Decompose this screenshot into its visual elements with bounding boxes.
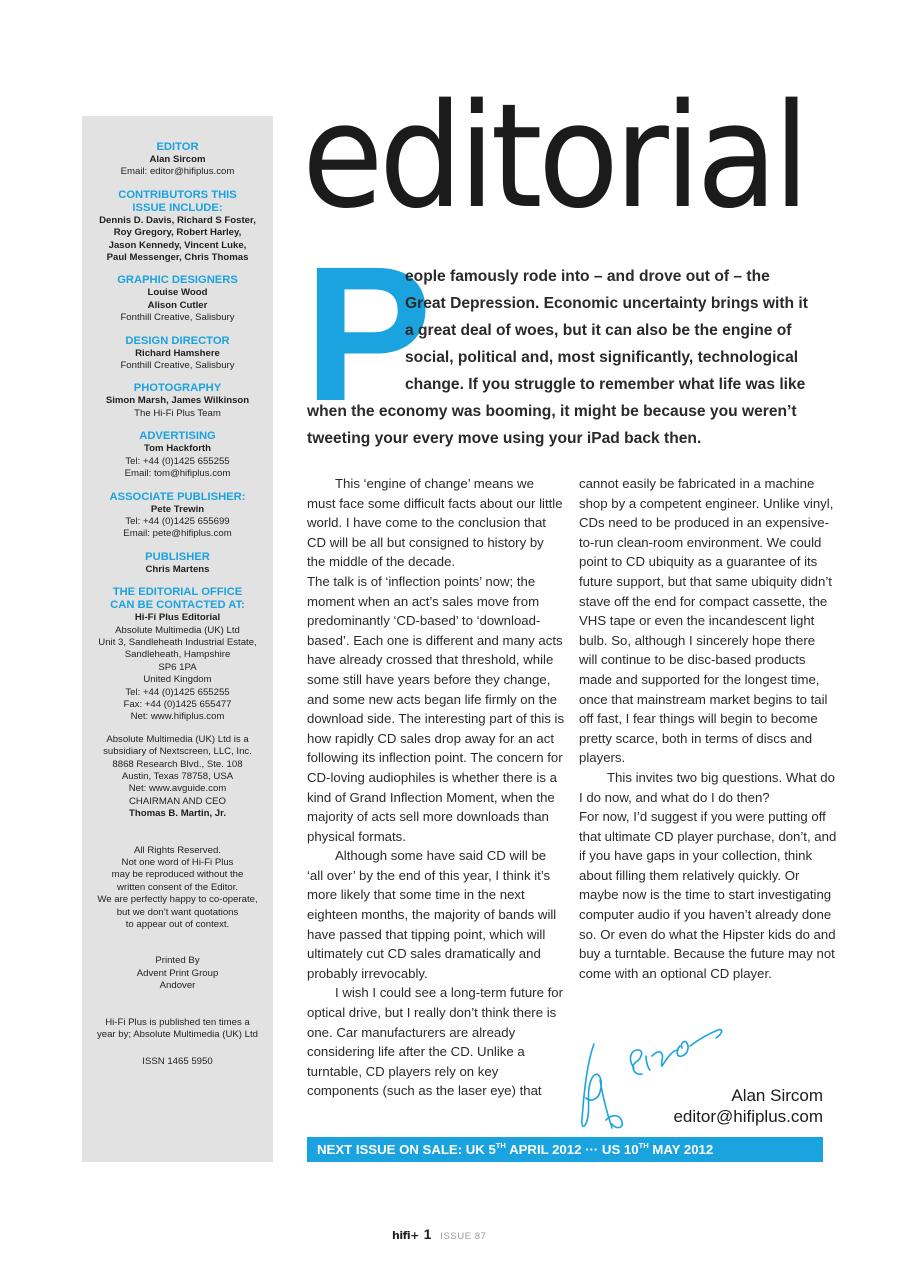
chairman-title: CHAIRMAN AND CEO — [128, 795, 226, 807]
issn-number: ISSN 1465 5950 — [142, 1055, 213, 1067]
advertising-email: Email: tom@hifiplus.com — [124, 468, 231, 480]
contributor-line: Jason Kennedy, Vincent Luke, — [108, 239, 247, 251]
next-issue-banner — [307, 1137, 823, 1162]
office-address-line: Unit 3, Sandleheath Industrial Estate, — [98, 636, 257, 648]
author-name: Alan Sircom — [731, 1086, 823, 1105]
masthead-editorial-office — [82, 586, 273, 724]
printer-line: Printed By — [155, 955, 200, 967]
signature-block — [673, 1085, 823, 1127]
masthead-design-director — [82, 335, 273, 373]
page-title: editorial — [302, 72, 806, 240]
next-issue-prefix: NEXT ISSUE ON SALE: UK 5 — [317, 1142, 496, 1157]
body-paragraph: This invites two big questions. What do I do now, and what do I do then? — [579, 769, 835, 805]
body-paragraph: I wish I could see a long-term future for optical drive, but I really don’t think there is one. Car manufacturers are already considering life after the CD. Unlike a turntable, CD players rely on key components (such as the laser eye) that — [307, 985, 563, 1099]
contributors-heading-line: ISSUE INCLUDE: — [132, 201, 223, 214]
rights-line: to appear out of context. — [125, 919, 230, 931]
rights-line: may be reproduced without the — [111, 869, 244, 881]
contributors-heading-line: CONTRIBUTORS THIS — [118, 188, 237, 201]
office-address-line: Absolute Multimedia (UK) Ltd — [115, 624, 240, 636]
editorial-office-heading-line: THE EDITORIAL OFFICE — [112, 586, 243, 599]
intro-line: when the economy was booming, it might be because you weren’t — [307, 403, 797, 420]
masthead-contributors — [82, 189, 273, 265]
designer-name: Louise Wood — [147, 287, 208, 299]
rights-line: We are perfectly happy to co-operate, — [97, 894, 258, 906]
intro-line: social, political and, most significantly, technological — [405, 349, 799, 366]
frequency-line: Hi-Fi Plus is published ten times a — [105, 1016, 250, 1028]
intro-line: eople famously rode into – and drove out of – the — [405, 268, 770, 285]
parent-company-line: Net: www.avguide.com — [128, 783, 227, 795]
parent-company-line: 8868 Research Blvd., Ste. 108 — [112, 758, 243, 770]
designer-name: Alison Cutler — [147, 299, 208, 311]
masthead-editor — [82, 141, 273, 179]
masthead-publication-frequency — [82, 1017, 273, 1042]
contributors-heading — [82, 189, 273, 215]
graphic-designers-heading: GRAPHIC DESIGNERS — [117, 274, 238, 287]
office-address-line: SP6 1PA — [158, 661, 197, 673]
editor-name: Alan Sircom — [149, 154, 206, 165]
ordinal-suffix: TH — [638, 1141, 649, 1150]
photographer-names: Simon Marsh, James Wilkinson — [105, 395, 250, 407]
page-number: 1 — [423, 1226, 432, 1242]
masthead-associate-publisher — [82, 491, 273, 541]
masthead-publisher — [82, 551, 273, 576]
parent-company-line: Austin, Texas 78758, USA — [121, 771, 234, 782]
office-tel: Tel: +44 (0)1425 655255 — [125, 686, 230, 698]
masthead-rights — [82, 845, 273, 932]
body-column-left — [307, 474, 565, 1101]
office-address-line: Sandleheath, Hampshire — [124, 649, 231, 661]
masthead-advertising — [82, 430, 273, 480]
body-paragraph: This ‘engine of change’ means we must face some difficult facts about our little world. I have come to the conclusion that CD will be all but consigned to history by the middle of the decade. — [307, 476, 563, 570]
body-paragraph: For now, I’d suggest if you were putting off that ultimate CD player purchase, don’t, and if you have gaps in your collection, think about filling them relatively quickly. Or maybe now is the time to start investigating computer audio if you haven’t already done so. Or even do what the Hipster kids do and buy a turntable. Because the future may not come with an optional CD player. — [579, 809, 837, 981]
intro-drop-cap: P — [304, 226, 433, 441]
masthead-issn — [82, 1056, 273, 1068]
designer-company: Fonthill Creative, Salisbury — [120, 312, 235, 324]
editor-heading: EDITOR — [156, 141, 199, 153]
editorial-office-name: Hi-Fi Plus Editorial — [134, 612, 221, 624]
ordinal-suffix: TH — [495, 1141, 506, 1150]
body-column-right — [579, 474, 837, 983]
editorial-office-heading — [82, 586, 273, 612]
chairman-name: Thomas B. Martin, Jr. — [128, 808, 227, 820]
office-fax: Fax: +44 (0)1425 655477 — [123, 698, 232, 710]
next-issue-suffix: MAY 2012 — [648, 1142, 714, 1157]
editorial-office-heading-line: CAN BE CONTACTED AT: — [110, 599, 245, 612]
intro-standfirst — [307, 263, 827, 452]
masthead-sidebar — [82, 116, 273, 1162]
design-director-company: Fonthill Creative, Salisbury — [120, 360, 235, 372]
contributor-line: Paul Messenger, Chris Thomas — [106, 252, 249, 264]
contributor-line: Dennis D. Davis, Richard S Foster, — [99, 214, 256, 226]
design-director-heading: DESIGN DIRECTOR — [125, 334, 230, 347]
issue-label: ISSUE 87 — [440, 1231, 487, 1242]
body-paragraph: Although some have said CD will be ‘all over’ by the end of this year, I think it’s more likely that some time in the next eighteen months, the majority of bands will have passed that tipping point, which will ultimately cut CD sales dramatically and probably irrevocably. — [307, 848, 557, 981]
advertising-tel: Tel: +44 (0)1425 655255 — [125, 455, 230, 467]
masthead-photography — [82, 382, 273, 420]
advertising-heading: ADVERTISING — [139, 430, 216, 443]
associate-publisher-tel: Tel: +44 (0)1425 655699 — [125, 515, 230, 527]
masthead-graphic-designers — [82, 274, 273, 324]
intro-line: Great Depression. Economic uncertainty brings with it — [405, 295, 808, 312]
associate-publisher-name: Pete Trewin — [150, 503, 205, 515]
printer-line: Advent Print Group — [136, 967, 219, 979]
design-director-name: Richard Hamshere — [135, 347, 220, 359]
masthead-printer — [82, 955, 273, 992]
body-paragraph: cannot easily be fabricated in a machine shop by a competent engineer. Unlike vinyl, CDs need to be produced in an expensive-to-run clean-room environment. We could point to CD ubiquity as a guarantee of its future support, but that same ubiquity didn’t stave off the end for compact cassette, the VHS tape or even the incandescent light bulb. So, although I sincerely hope there will continue to be disc-based products made and supported for the longest time, once that mainstream market begins to tail off fast, I fear things will begin to become pretty scarce, both in terms of discs and players. — [579, 476, 834, 766]
intro-line: a great deal of woes, but it can also be the engine of — [405, 322, 792, 339]
photography-team: The Hi-Fi Plus Team — [134, 407, 221, 419]
intro-line: tweeting your every move using your iPad back then. — [307, 430, 702, 447]
office-address-line: United Kingdom — [143, 674, 212, 686]
rights-line: Not one word of Hi-Fi Plus — [121, 857, 234, 869]
associate-publisher-heading: ASSOCIATE PUBLISHER: — [109, 490, 246, 503]
next-issue-mid: APRIL 2012 ··· US 10 — [505, 1142, 639, 1157]
associate-publisher-email: Email: pete@hifiplus.com — [123, 528, 232, 540]
parent-company-line: subsidiary of Nextscreen, LLC, Inc. — [103, 746, 252, 758]
advertising-name: Tom Hackforth — [144, 443, 211, 455]
author-email[interactable]: editor@hifiplus.com — [673, 1107, 823, 1126]
office-net: Net: www.hifiplus.com — [130, 711, 225, 723]
rights-line: written consent of the Editor. — [116, 881, 239, 893]
editor-email: Email: editor@hifiplus.com — [120, 166, 235, 178]
rights-line: but we don’t want quotations — [116, 906, 239, 918]
publisher-heading: PUBLISHER — [145, 550, 210, 563]
photography-heading: PHOTOGRAPHY — [133, 382, 222, 395]
hifi-plus-logo: hifi+ — [392, 1229, 419, 1242]
contributor-line: Roy Gregory, Robert Harley, — [113, 227, 242, 239]
body-paragraph: The talk is of ‘inflection points’ now; the moment when an act’s sales move from predominantly ‘CD-based’ to ‘download-based’. Each one is different and many acts have already crossed that threshold, while some still have years before they change, and some new acts began life firmly on the download side. The interesting part of this is how rapidly CD sales drop away for an act following its inflection point. The concern for CD-loving audiophiles is whether there is a kind of Grand Inflection Moment, when the majority of acts sell more downloads than physical formats. — [307, 573, 565, 844]
printer-line: Andover — [159, 980, 196, 992]
masthead-parent-company — [82, 734, 273, 821]
rights-line: All Rights Reserved. — [134, 844, 221, 856]
publisher-name: Chris Martens — [145, 563, 210, 575]
intro-line: change. If you struggle to remember what life was like — [405, 376, 806, 393]
frequency-line: year by; Absolute Multimedia (UK) Ltd — [96, 1029, 259, 1041]
page-footer — [392, 1227, 486, 1244]
parent-company-line: Absolute Multimedia (UK) Ltd is a — [106, 733, 249, 745]
